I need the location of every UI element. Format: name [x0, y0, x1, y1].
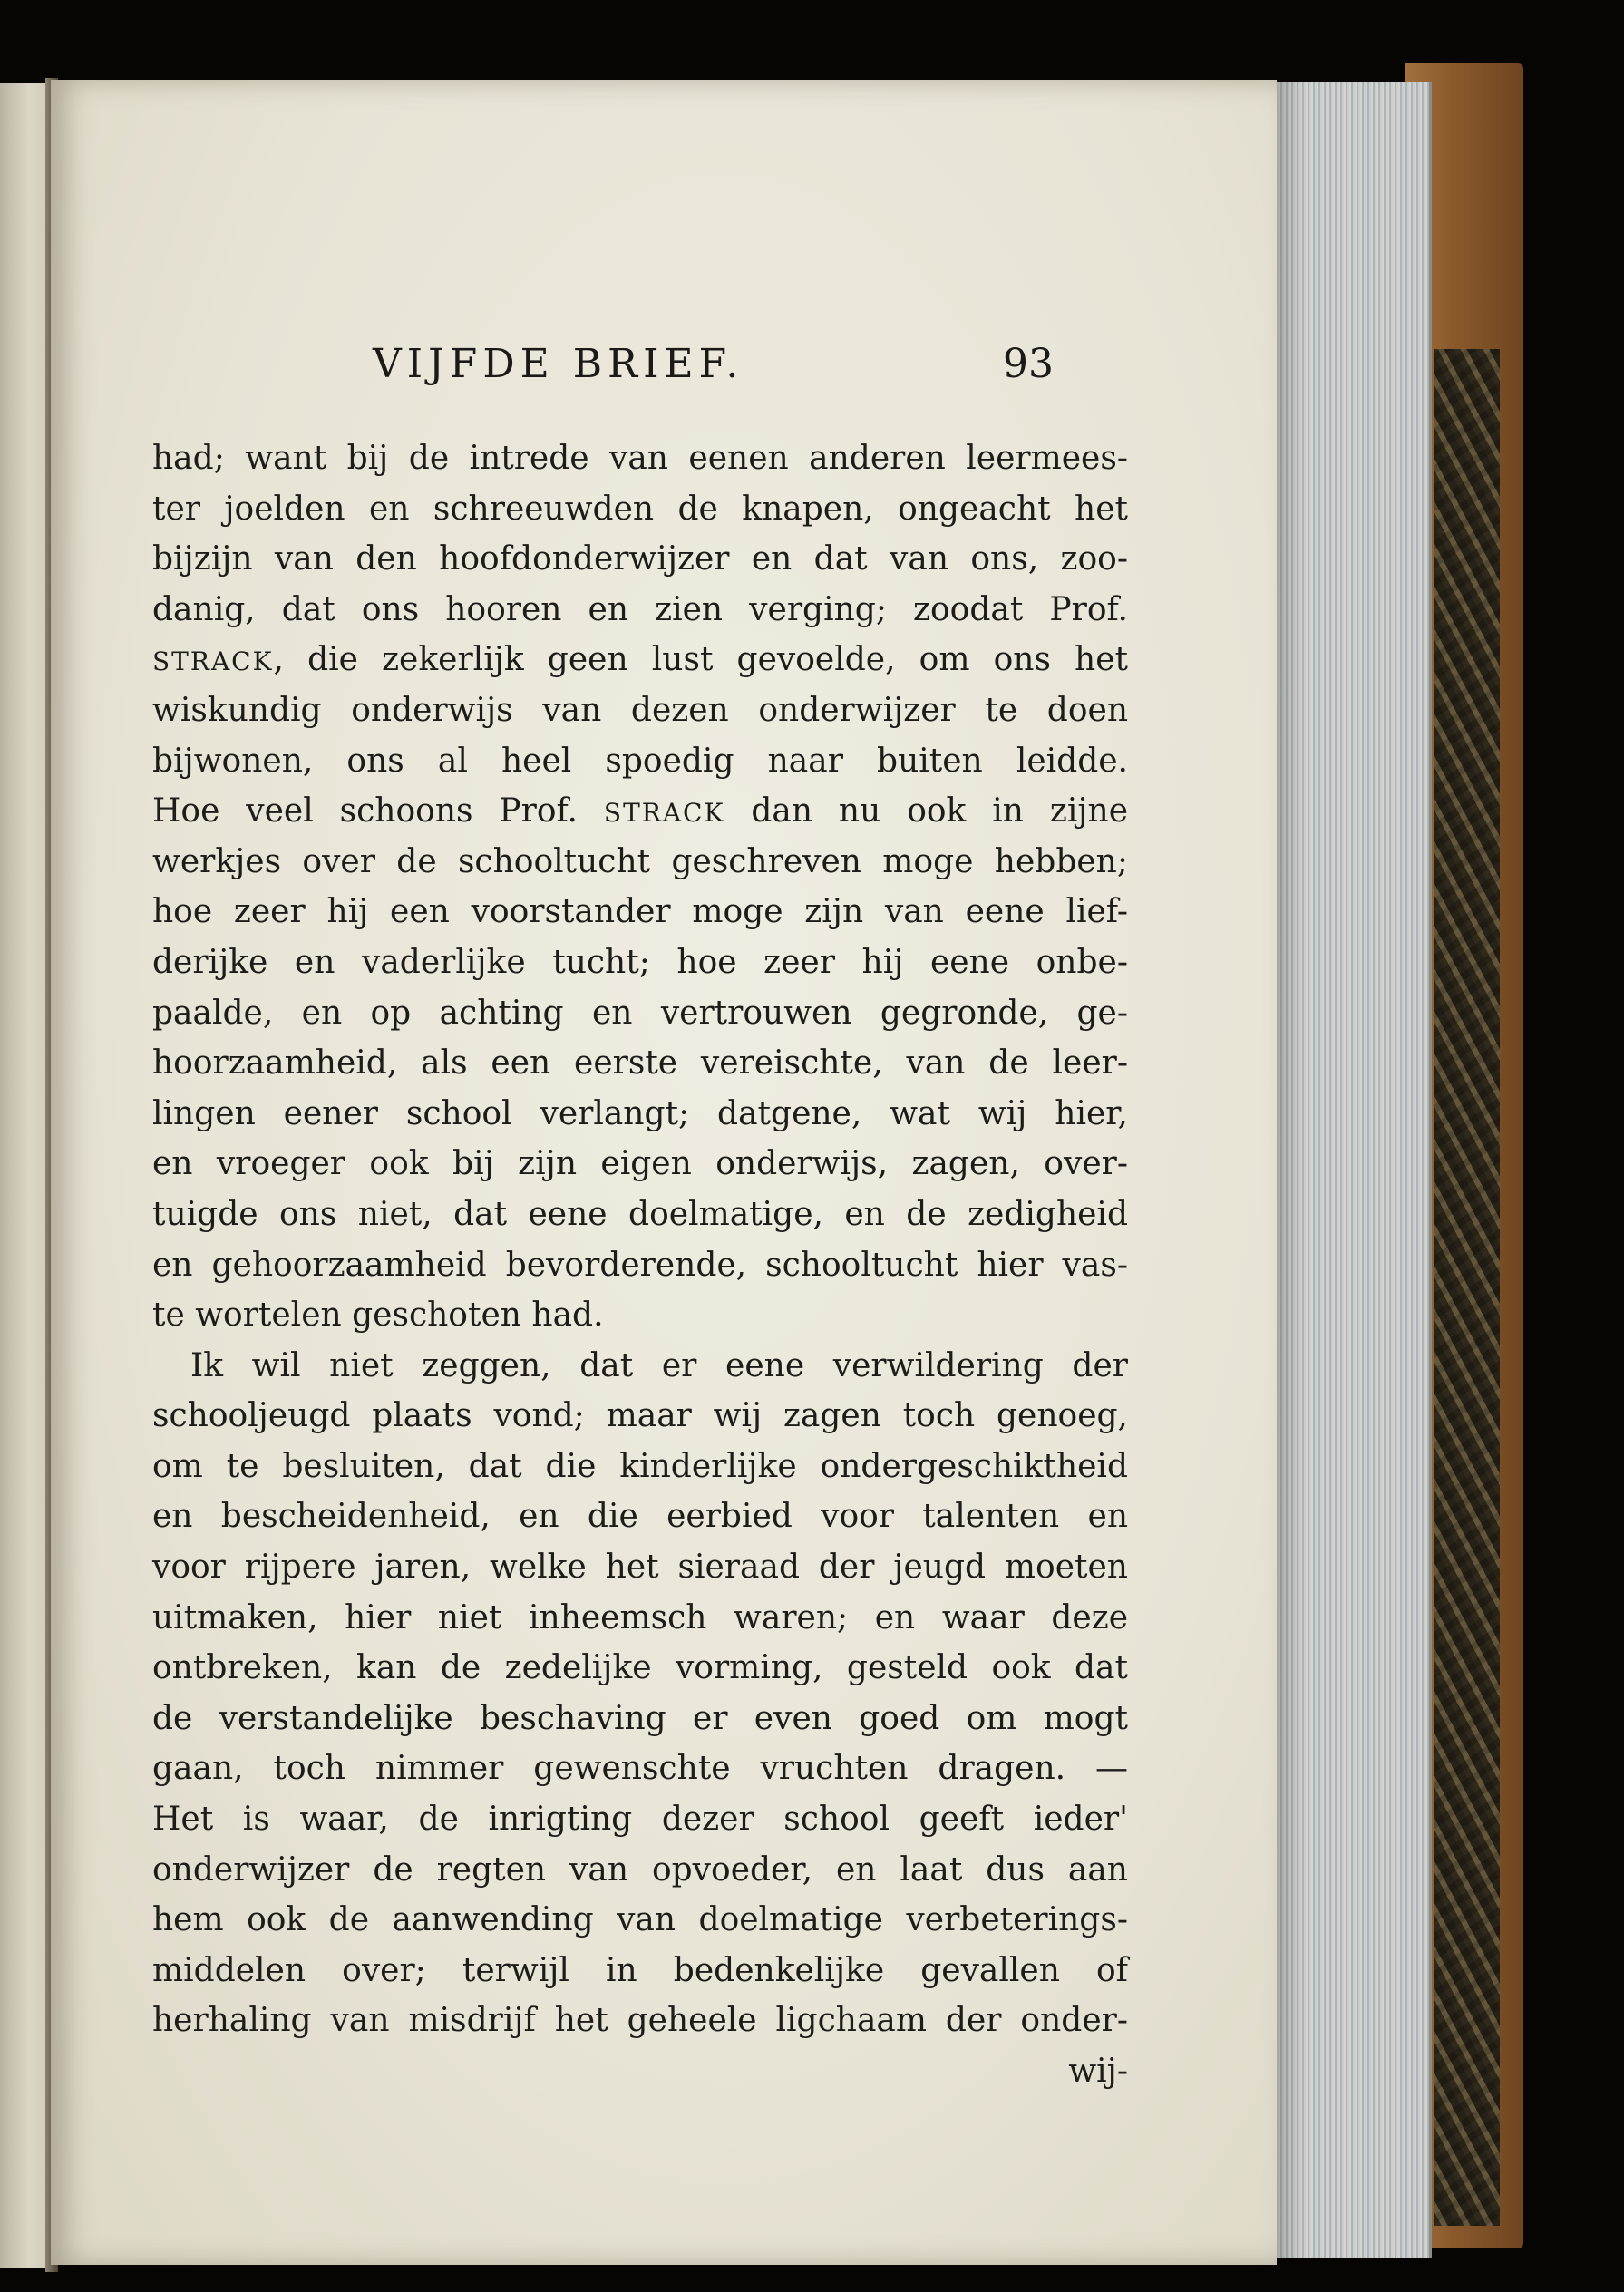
- text-line: hem ook de aanwending van doelmatige verbeterings-: [152, 1901, 1128, 1939]
- page-header: [51, 341, 1277, 395]
- text-line: middelen over; terwijl in bedenkelijke gevallen of: [152, 1951, 1128, 1989]
- text-line: uitmaken, hier niet inheemsch waren; en waar deze: [152, 1598, 1128, 1636]
- text-line: gaan, toch nimmer gewenschte vruchten dragen. —: [152, 1750, 1128, 1788]
- text-line: en vroeger ook bij zijn eigen onderwijs, zagen, over-: [152, 1145, 1128, 1183]
- text-line: Hoe veel schoons Prof. STRACK dan nu ook in zijne: [152, 792, 1128, 830]
- small-caps-name: STRACK: [603, 798, 725, 829]
- text-line: STRACK, die zekerlijk geen lust gevoelde, om ons het: [152, 641, 1128, 679]
- text-line: bijwonen, ons al heel spoedig naar buiten leidde.: [152, 742, 1128, 780]
- text-line: hoorzaamheid, als een eerste vereischte, van de leer-: [152, 1044, 1128, 1083]
- body-text: [152, 433, 1128, 2097]
- book-page: [51, 80, 1277, 2265]
- text-line: paalde, en op achting en vertrouwen gegronde, ge-: [152, 994, 1128, 1032]
- text-line: derijke en vaderlijke tucht; hoe zeer hij eene onbe-: [152, 943, 1128, 981]
- text-line: en gehoorzaamheid bevorderende, schooltucht hier vas-: [152, 1246, 1128, 1284]
- marbled-cover-board: [1434, 349, 1500, 2226]
- text-line: hoe zeer hij een voorstander moge zijn van eene lief-: [152, 893, 1128, 931]
- text-line: om te besluiten, dat die kinderlijke ondergeschiktheid: [152, 1447, 1128, 1485]
- text-line: schooljeugd plaats vond; maar wij zagen toch genoeg,: [152, 1397, 1128, 1435]
- text-line: en bescheidenheid, en die eerbied voor talenten en: [152, 1498, 1128, 1536]
- text-line: voor rijpere jaren, welke het sieraad der jeugd moeten: [152, 1549, 1128, 1587]
- text-line: herhaling van misdrijf het geheele ligchaam der onder-: [152, 2002, 1128, 2040]
- text-line: werkjes over de schooltucht geschreven moge hebben;: [152, 842, 1128, 880]
- text-line: de verstandelijke beschaving er even goed om mogt: [152, 1699, 1128, 1737]
- text-line: onderwijzer de regten van opvoeder, en laat dus aan: [152, 1850, 1128, 1889]
- text-line: had; want bij de intrede van eenen anderen leermees-: [152, 440, 1128, 477]
- text-line: lingen eener school verlangt; datgene, wat wij hier,: [152, 1094, 1128, 1132]
- paragraph-start-line: Ik wil niet zeggen, dat er eene verwildering der: [190, 1346, 1128, 1384]
- text-line: ontbreken, kan de zedelijke vorming, gesteld ook dat: [152, 1649, 1128, 1687]
- paragraph-end-line: te wortelen geschoten had.: [152, 1297, 604, 1335]
- text-line: tuigde ons niet, dat eene doelmatige, en de zedigheid: [152, 1195, 1128, 1233]
- running-title: VIJFDE BRIEF.: [373, 341, 744, 387]
- page-number: 93: [1003, 341, 1054, 387]
- small-caps-name: STRACK: [152, 646, 274, 677]
- text-line: bijzijn van den hoofdonderwijzer en dat van ons, zoo-: [152, 540, 1128, 578]
- catchword: wij-: [1068, 2053, 1128, 2090]
- text-line: danig, dat ons hooren en zien verging; zoodat Prof.: [152, 590, 1128, 628]
- text-line: Het is waar, de inrigting dezer school geeft ieder': [152, 1801, 1128, 1839]
- text-line: ter joelden en schreeuwden de knapen, ongeacht het: [152, 490, 1128, 528]
- text-line: wiskundig onderwijs van dezen onderwijzer te doen: [152, 691, 1128, 729]
